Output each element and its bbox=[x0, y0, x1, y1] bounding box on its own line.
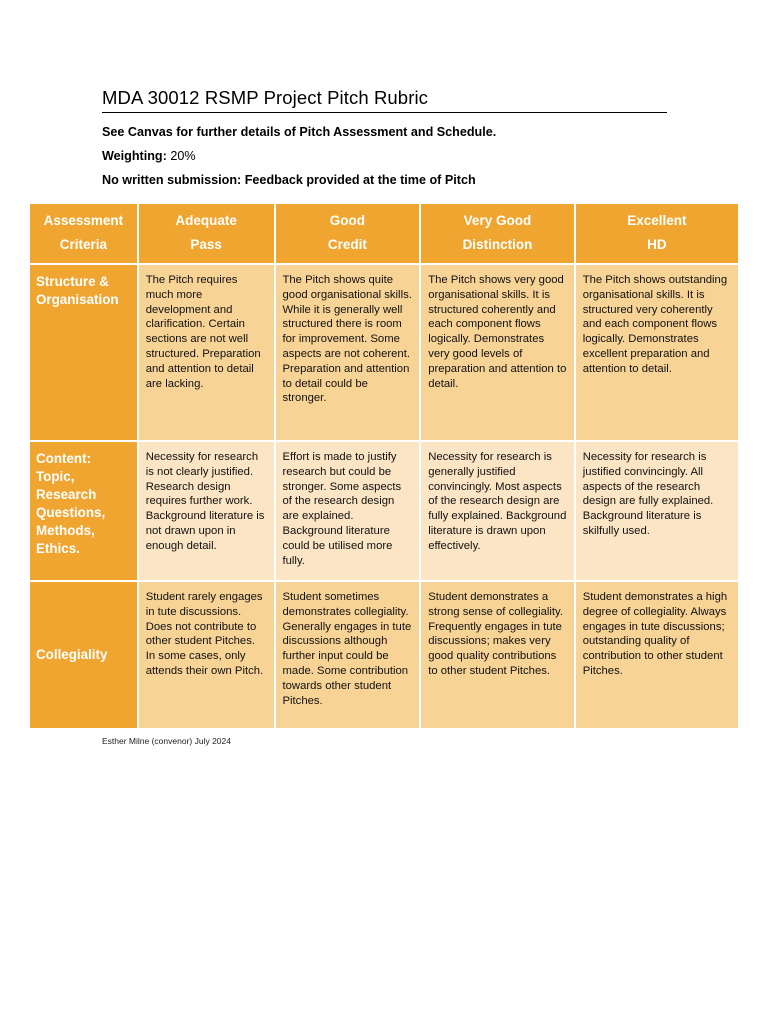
header-row bbox=[30, 204, 738, 263]
header-good-line2: Credit bbox=[327, 237, 367, 252]
table-cell: The Pitch requires much more development and clarification. Certain sections are not well structured. Preparation and attention to detail are lacking. bbox=[139, 265, 274, 440]
header-good bbox=[276, 204, 420, 263]
header-very-good bbox=[421, 204, 574, 263]
header-criteria-line2: Criteria bbox=[59, 237, 107, 252]
weighting-line bbox=[102, 148, 196, 164]
criterion-content: Content: Topic, Research Questions, Methods, Ethics. bbox=[30, 442, 137, 580]
table-cell: The Pitch shows quite good organisational skills. While it is generally well structured there is room for improvement. Some aspects are not coherent. Preparation and attention to detail could be stronger. bbox=[276, 265, 420, 440]
criterion-collegiality: Collegiality bbox=[30, 582, 137, 728]
header-very-good-line2: Distinction bbox=[462, 237, 533, 252]
table-cell: Student demonstrates a high degree of collegiality. Always engages in tute discussions; outstanding quality of contribution to other student Pitches. bbox=[576, 582, 738, 728]
header-adequate bbox=[139, 204, 274, 263]
table-cell: The Pitch shows outstanding organisational skills. It is structured very coherently and each component flows logically. Demonstrates excellent preparation and attention to detail. bbox=[576, 265, 738, 440]
criterion-structure: Structure & Organisation bbox=[30, 265, 137, 440]
header-very-good-line1: Very Good bbox=[463, 213, 532, 228]
table-cell: Student sometimes demonstrates collegiality. Generally engages in tute discussions although further input could be made. Some contribution towards other student Pitches. bbox=[276, 582, 420, 728]
table-cell: Effort is made to justify research but could be stronger. Some aspects of the research design are explained. Background literature could be utilised more fully. bbox=[276, 442, 420, 580]
weighting-label: Weighting: bbox=[102, 149, 167, 163]
table-cell: Necessity for research is justified convincingly. All aspects of the research design are fully explained. Background literature is skilfully used. bbox=[576, 442, 738, 580]
submission-note bbox=[102, 172, 476, 188]
table-row bbox=[30, 582, 738, 728]
table-cell: Student demonstrates a strong sense of collegiality. Frequently engages in tute discussions; makes very good quality contributions to other student Pitches. bbox=[421, 582, 574, 728]
table-cell: Student rarely engages in tute discussions. Does not contribute to other student Pitches. In some cases, only attends their own Pitch. bbox=[139, 582, 274, 728]
canvas-note bbox=[102, 124, 496, 140]
weighting-value: 20% bbox=[166, 149, 196, 163]
table-cell: Necessity for research is generally justified convincingly. Most aspects of the research design are fully explained. Background literature is drawn upon effectively. bbox=[421, 442, 574, 580]
table-row bbox=[30, 442, 738, 580]
rubric-table bbox=[28, 202, 740, 730]
header-good-line1: Good bbox=[329, 213, 365, 228]
canvas-note-text: See Canvas for further details of Pitch Assessment and Schedule. bbox=[102, 125, 497, 139]
header-adequate-line2: Pass bbox=[190, 237, 222, 252]
header-criteria-line1: Assessment bbox=[43, 213, 124, 228]
footer-credit: Esther Milne (convenor) July 2024 bbox=[102, 736, 231, 746]
header-adequate-line1: Adequate bbox=[175, 213, 237, 228]
header-excellent-line2: HD bbox=[647, 237, 667, 252]
table-cell: The Pitch shows very good organisational skills. It is structured coherently and each component flows logically. Demonstrates very good levels of preparation and attention to detail. bbox=[421, 265, 574, 440]
submission-note-text: No written submission: Feedback provided at the time of Pitch bbox=[102, 173, 476, 187]
table-cell: Necessity for research is not clearly justified. Research design requires further work. Background literature is not drawn upon in enough detail. bbox=[139, 442, 274, 580]
table-row bbox=[30, 265, 738, 440]
header-excellent bbox=[576, 204, 738, 263]
header-excellent-line1: Excellent bbox=[627, 213, 687, 228]
header-criteria bbox=[30, 204, 137, 263]
page-title: MDA 30012 RSMP Project Pitch Rubric bbox=[102, 87, 667, 113]
